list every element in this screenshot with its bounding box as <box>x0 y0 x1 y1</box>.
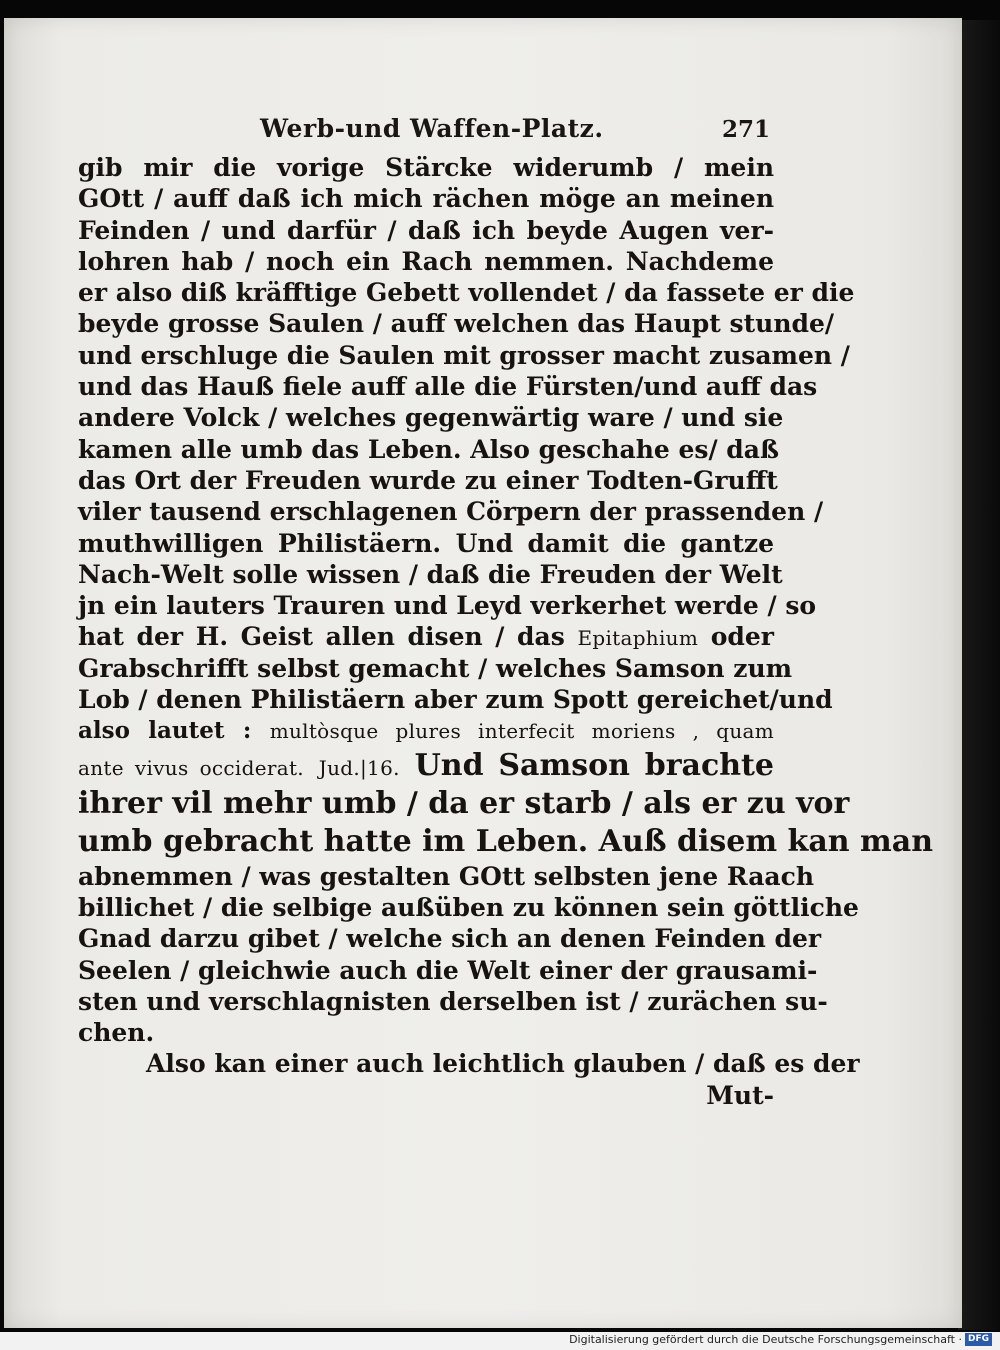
text-line: andere Volck / welches gegenwärtig ware / und sie <box>78 403 784 433</box>
running-head: Werb‑und Waffen‑Platz. <box>260 114 604 143</box>
text-line: sten und verschlagnisten derselben ist / zurächen su‑ <box>78 986 828 1016</box>
text-line: und das Hauß fiele auff alle die Fürsten/und auff das <box>78 372 818 402</box>
text-line: Seelen / gleichwie auch die Welt einer der grausami‑ <box>78 955 818 985</box>
text-line: er also diß kräfftige Gebett vollendet / da fassete er die <box>78 278 855 308</box>
bible-reference: Jud.|16. <box>318 755 400 780</box>
digitization-credit <box>569 1330 992 1348</box>
text-line: Feinden / und darfür / daß ich beyde Augen ver‑ <box>78 215 774 245</box>
text-line: umb gebracht hatte im Leben. Auß disem kan man <box>78 823 933 859</box>
text-line: kamen alle umb das Leben. Also geschahe es/ daß <box>78 434 779 464</box>
text-fragment: Und Samson brachte <box>414 747 774 783</box>
page-edge-shadow <box>958 20 1000 1330</box>
text-line: Grabschrifft selbst gemacht / welches Samson zum <box>78 653 793 683</box>
text-line: muthwilligen Philistäern. Und damit die gantze <box>78 528 774 558</box>
page-header <box>80 112 772 152</box>
text-line-with-latin <box>78 747 774 785</box>
text-line-with-latin <box>78 621 774 652</box>
page-number: 271 <box>721 116 770 143</box>
text-line: billichet / die selbige außüben zu können sein göttliche <box>78 892 859 922</box>
dfg-logo-icon: DFG <box>965 1333 992 1346</box>
text-fragment: also lautet : <box>78 717 252 745</box>
text-line: viler tausend erschlagenen Cörpern der prassenden / <box>78 497 824 527</box>
text-line: gib mir die vorige Stärcke widerumb / mein <box>78 153 774 182</box>
text-line: Nach‑Welt solle wissen / daß die Freuden der Welt <box>78 559 783 589</box>
text-line: Lob / denen Philistäern aber zum Spott gereichet/und <box>78 685 833 715</box>
text-fragment: oder <box>710 622 774 652</box>
text-line: beyde grosse Saulen / auff welchen das Haupt stunde/ <box>78 309 835 339</box>
text-line: abnemmen / was gestalten GOtt selbsten jene Raach <box>78 861 814 891</box>
text-line: Gnad darzu gibet / welche sich an denen Feinden der <box>78 924 822 954</box>
catchword: Mut‑ <box>706 1080 774 1110</box>
body-text <box>78 152 933 1111</box>
text-line: GOtt / auff daß ich mich rächen möge an meinen <box>78 184 774 214</box>
text-line: Also kan einer auch leichtlich glauben / daß es der <box>146 1049 860 1079</box>
text-line: ihrer vil mehr umb / da er starb / als er zu vor <box>78 785 850 821</box>
latin-quote: multòsque plures interfecit moriens , quam <box>269 719 775 744</box>
text-line: das Ort der Freuden wurde zu einer Todten‑Grufft <box>78 465 778 495</box>
text-line-with-latin <box>78 715 774 746</box>
text-line: jn ein lauters Trauren und Leyd verkerhet werde / so <box>78 591 817 621</box>
text-line: und erschluge die Saulen mit grosser macht zusamen / <box>78 340 850 370</box>
credit-text: Digitalisierung gefördert durch die Deutsche Forschungsgemeinschaft · <box>569 1332 962 1346</box>
text-fragment: hat der H. Geist allen disen / das <box>78 622 565 652</box>
text-line: chen. <box>78 1018 155 1048</box>
latin-quote: ante vivus occiderat. <box>78 755 304 780</box>
latin-word-epitaphium: Epitaphium <box>577 626 699 651</box>
text-line: lohren hab / noch ein Rach nemmen. Nachdeme <box>78 246 774 276</box>
